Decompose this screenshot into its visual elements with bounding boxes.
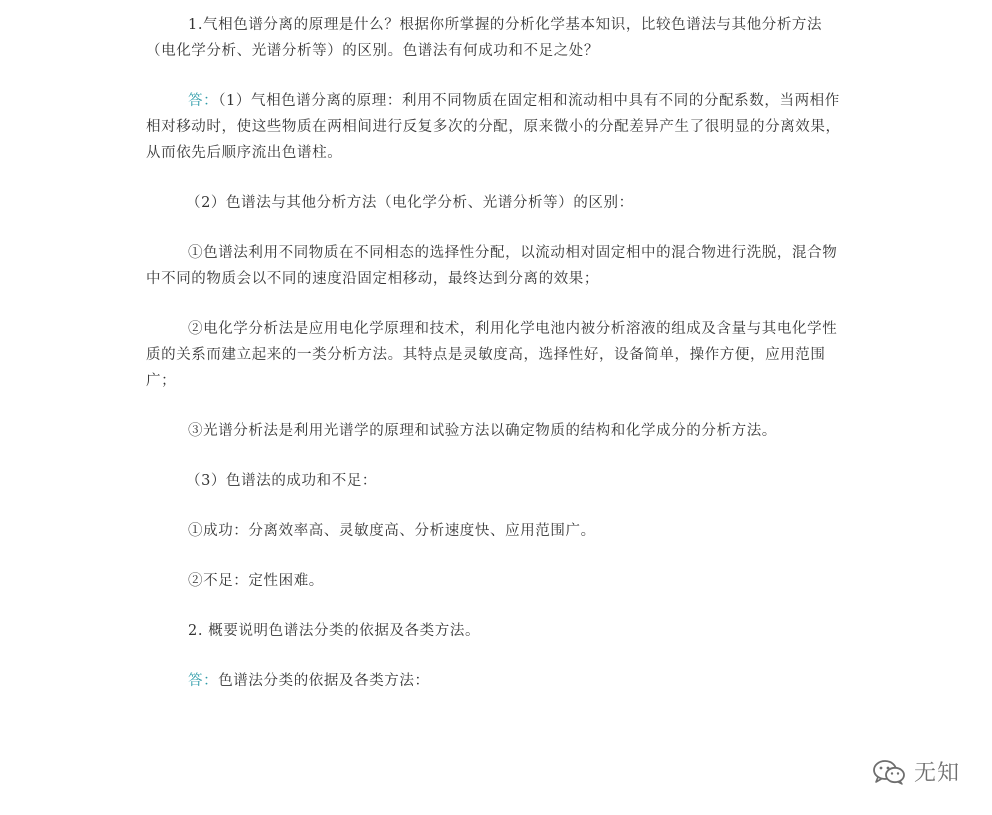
question-1-answer-part-2-item-2: ②电化学分析法是应用电化学原理和技术，利用化学电池内被分析溶液的组成及含量与其电化学性质的关系而建立起来的一类分析方法。其特点是灵敏度高，选择性好，设备简单，操作方便，应用范围广；: [146, 321, 838, 389]
question-1-answer-part-3-item-1: ①成功：分离效率高、灵敏度高、分析速度快、应用范围广。: [188, 523, 596, 539]
answer-text: （1）气相色谱分离的原理：利用不同物质在固定相和流动相中具有不同的分配系数，当两相作相对移动时，使这些物质在两相间进行反复多次的分配，原来微小的分配差异产生了很明显的分离效果，从而依先后顺序流出色谱柱。: [146, 93, 841, 161]
question-1-answer-part-3-item-2: ②不足：定性困难。: [188, 573, 324, 589]
question-1-answer-part-2-heading: （2）色谱法与其他分析方法（电化学分析、光谱分析等）的区别：: [186, 195, 634, 211]
question-1-answer-part-2-item-1: ①色谱法利用不同物质在不同相态的选择性分配，以流动相对固定相中的混合物进行洗脱，混合物中不同的物质会以不同的速度沿固定相移动，最终达到分离的效果；: [146, 245, 838, 287]
watermark: [872, 756, 960, 787]
answer-text: 色谱法分类的依据及各类方法：: [218, 673, 430, 689]
question-2-answer: [146, 668, 846, 694]
question-1-answer-part-3-heading: （3）色谱法的成功和不足：: [186, 473, 378, 489]
question-1-answer-part-2-item-3: ③光谱分析法是利用光谱学的原理和试验方法以确定物质的结构和化学成分的分析方法。: [188, 423, 777, 439]
watermark-text: 无知: [913, 761, 960, 786]
question-2: 2. 概要说明色谱法分类的依据及各类方法。: [188, 623, 481, 639]
question-1-answer-part-1: [146, 88, 846, 166]
answer-label: 答：: [188, 93, 219, 109]
answer-label: 答：: [188, 673, 219, 689]
wechat-icon: [872, 759, 906, 785]
document-body: [146, 12, 846, 718]
question-1: 1.气相色谱分离的原理是什么？根据你所掌握的分析化学基本知识，比较色谱法与其他分析方法（电化学分析、光谱分析等）的区别。色谱法有何成功和不足之处？: [146, 17, 823, 59]
